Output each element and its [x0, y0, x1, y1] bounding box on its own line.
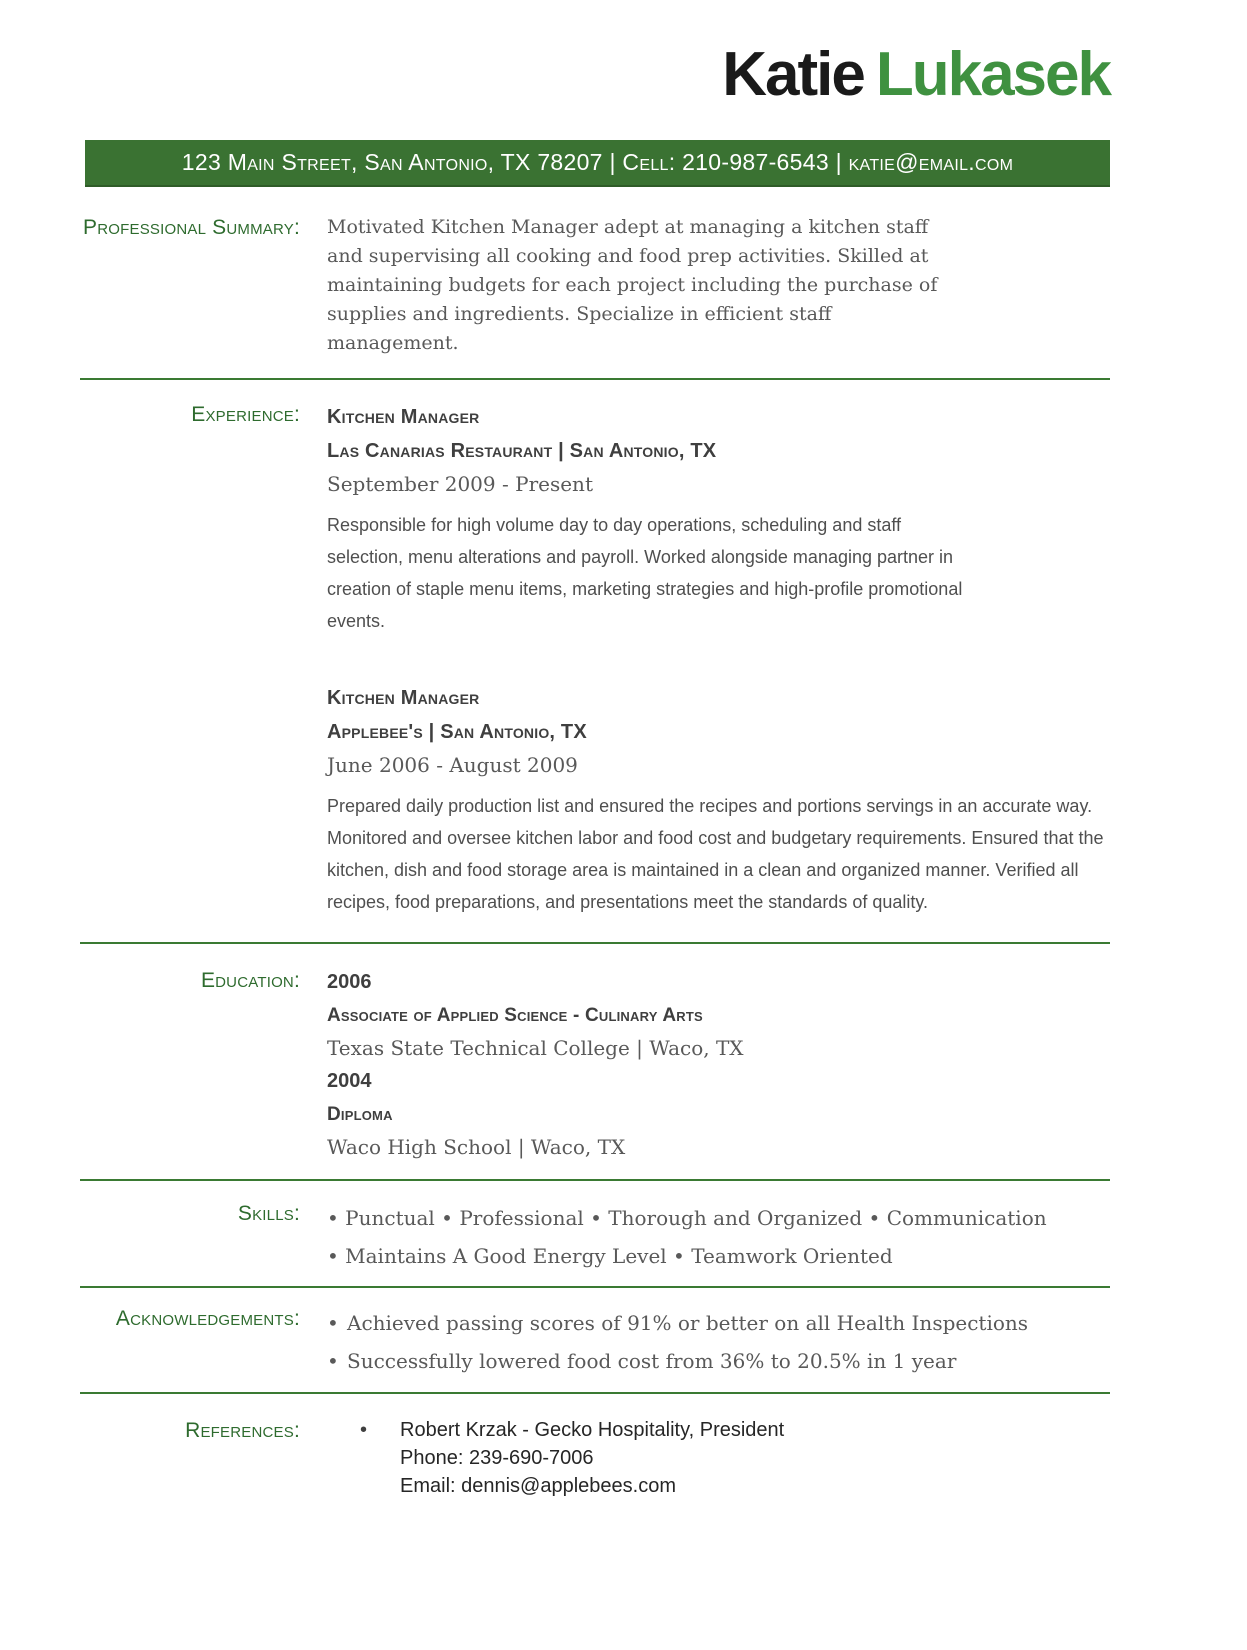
reference-entry: [327, 1416, 1110, 1500]
job-title: Kitchen Manager: [327, 687, 480, 709]
summary-text: Motivated Kitchen Manager adept at managing a kitchen staff and supervising all cooking and food prep activities. Skilled at maintaining budgets for each project including the purchase of supplies and ingredients. Specialize in efficient staff management.: [327, 216, 938, 354]
education-school: Texas State Technical College | Waco, TX: [327, 1036, 744, 1060]
skills-line: • Punctual • Professional • Thorough and Organized • Communication: [327, 1206, 1047, 1230]
section-references: [80, 1394, 1110, 1520]
resume-content: [80, 187, 1110, 1520]
job-title: Kitchen Manager: [327, 406, 480, 428]
section-acknowledgements: [80, 1288, 1110, 1392]
bullet-icon: •: [359, 1419, 367, 1441]
reference-name: Robert Krzak - Gecko Hospitality, President: [400, 1419, 785, 1441]
last-name: Lukasek: [875, 40, 1110, 109]
contact-banner: [85, 140, 1110, 187]
section-professional-summary: [80, 187, 1110, 378]
first-name: Katie: [722, 40, 864, 109]
education-year: 2006: [327, 971, 372, 993]
reference-email: Email: dennis@applebees.com: [400, 1475, 677, 1497]
job-entry: [327, 681, 1110, 918]
job-description: Prepared daily production list and ensured the recipes and portions servings in an accurate way. Monitored and oversee kitchen labor and food cost and budgetary requirements. Ensured that the kitchen, dish and food storage area is maintained in a clean and organized manner. Verified all recipes, food preparations, and presentations meet the standards of quality.: [327, 796, 1104, 912]
acknowledgement-item: • Successfully lowered food cost from 36% to 20.5% in 1 year: [327, 1342, 1110, 1380]
section-experience: [80, 380, 1110, 942]
references-label: References:: [185, 1419, 300, 1442]
summary-label: Professional Summary:: [83, 216, 300, 239]
section-skills: [80, 1181, 1110, 1286]
section-education: [80, 944, 1110, 1179]
job-dates: September 2009 - Present: [327, 472, 593, 496]
job-description: Responsible for high volume day to day operations, scheduling and staff selection, menu alterations and payroll. Worked alongside managing partner in creation of staple menu items, marketing strategies and high-profile promotional events.: [327, 515, 963, 631]
job-company: Applebee's | San Antonio, TX: [327, 721, 587, 743]
acknowledgements-label: Acknowledgements:: [115, 1307, 300, 1330]
page-title: [0, 40, 1110, 109]
acknowledgement-item: • Achieved passing scores of 91% or better on all Health Inspections: [327, 1304, 1110, 1342]
education-degree: Associate of Applied Science - Culinary Arts: [327, 1005, 703, 1026]
job-dates: June 2006 - August 2009: [327, 753, 578, 777]
skills-line: • Maintains A Good Energy Level • Teamwork Oriented: [327, 1244, 893, 1268]
education-school: Waco High School | Waco, TX: [327, 1135, 626, 1159]
job-entry: [327, 400, 1110, 637]
experience-label: Experience:: [191, 403, 300, 426]
education-degree: Diploma: [327, 1104, 393, 1125]
education-entry: [327, 1065, 1110, 1164]
education-year: 2004: [327, 1070, 372, 1092]
contact-info: 123 Main Street, San Antonio, TX 78207 | Cell: 210-987-6543 | katie@email.com: [181, 149, 1014, 175]
skills-label: Skills:: [237, 1202, 300, 1225]
education-label: Education:: [200, 969, 300, 992]
job-company: Las Canarias Restaurant | San Antonio, TX: [327, 440, 717, 462]
reference-phone: Phone: 239-690-7006: [400, 1447, 594, 1469]
education-entry: [327, 966, 1110, 1065]
